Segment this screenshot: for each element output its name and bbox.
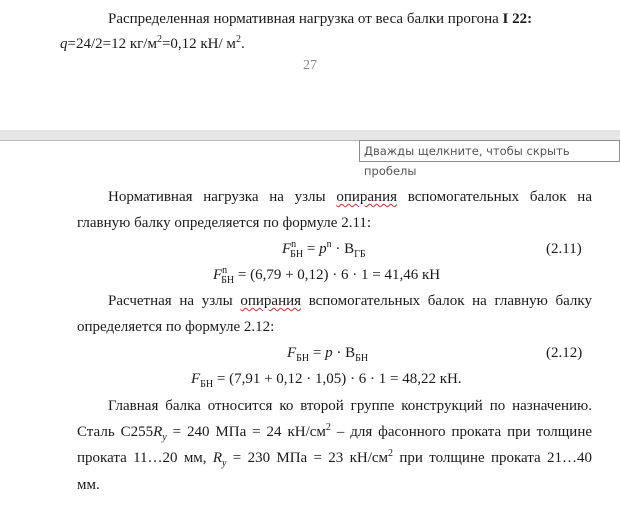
paragraph-2-line-1: Расчетная на узлы опирания вспомогательных балок на главную балку — [108, 293, 592, 309]
beam-profile-label: I 22: — [502, 11, 533, 27]
equation-2-12-calc: $F_{БН} = (7,91 + 0,12 \cdot 1,05) \cdot 6 \cdot 1 = 48,22$ кН. — [191, 371, 462, 390]
paragraph-2-line-2: определяется по формуле 2.12: — [77, 319, 275, 335]
prev-page-text-line: Распределенная нормативная нагрузка от веса балки прогона I 22: — [108, 11, 533, 27]
paragraph-3-line-2: Сталь $С255R_y = 240$ МПа = 24 $кН/см^2$ – для фасонного проката при толщине — [77, 422, 593, 443]
prev-page-formula-line: q=24/2=12 $кг/м^2=0,12$ кН/ $м^2$. — [60, 34, 245, 52]
page-number: 27 — [303, 58, 317, 73]
paragraph-1-line-1: Нормативная нагрузка на узлы опирания вспомогательных балок на — [108, 189, 592, 205]
paragraph-3-line-1: Главная балка относится ко второй группе конструкций по назначению. — [108, 398, 592, 414]
equation-2-11-calc: $F^n_{БН} = (6,79 + 0,12) \cdot 6 \cdot 1 = 41,46$ кН — [213, 265, 441, 286]
page-gap[interactable] — [0, 130, 620, 140]
spellcheck-word[interactable]: опирания — [336, 189, 398, 205]
paragraph-3-line-3: проката 11…20 мм, $R_y = 230$ МПа = 23 $кН/см^2$ при толщине проката 21…40 — [77, 448, 593, 469]
spellcheck-word[interactable]: опирания — [240, 293, 302, 309]
previous-page — [0, 0, 620, 130]
hide-whitespace-tooltip: Дважды щелкните, чтобы скрыть пробелы — [359, 140, 620, 162]
paragraph-1-line-2: главную балку определяется по формуле 2.11: — [77, 215, 372, 231]
equation-2-11: $F^n_{БН} = p^n \cdot В_{ГБ}$ — [282, 239, 366, 260]
equation-number-2-11: (2.11) — [546, 241, 582, 257]
paragraph-3-line-4: мм. — [77, 477, 100, 493]
equation-2-12: $F_{БН} = p \cdot В_{БН}$ — [287, 345, 369, 364]
equation-number-2-12: (2.12) — [546, 345, 583, 361]
